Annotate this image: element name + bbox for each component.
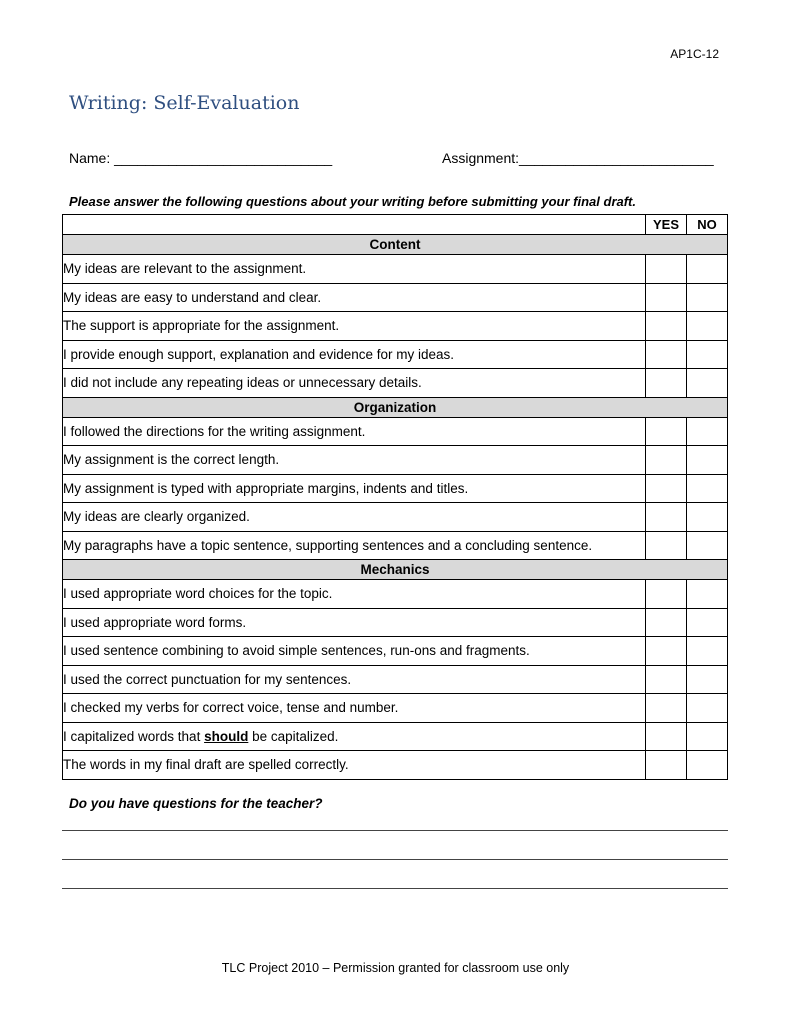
no-checkbox-cell[interactable] xyxy=(687,283,728,312)
no-checkbox-cell[interactable] xyxy=(687,312,728,341)
table-row xyxy=(63,722,728,751)
instructions: Please answer the following questions about your writing before submitting your final draft. xyxy=(69,194,636,209)
question-text: I used appropriate word forms. xyxy=(63,608,646,637)
table-row xyxy=(63,446,728,475)
question-text: My assignment is the correct length. xyxy=(63,446,646,475)
table-row xyxy=(63,340,728,369)
answer-line[interactable] xyxy=(62,830,728,831)
page-code: AP1C-12 xyxy=(670,47,719,61)
section-header-mechanics xyxy=(63,560,728,580)
question-text: My assignment is typed with appropriate margins, indents and titles. xyxy=(63,474,646,503)
no-checkbox-cell[interactable] xyxy=(687,340,728,369)
yes-checkbox-cell[interactable] xyxy=(646,312,687,341)
section-title: Content xyxy=(63,235,728,255)
question-text xyxy=(63,722,646,751)
section-header-content xyxy=(63,235,728,255)
no-checkbox-cell[interactable] xyxy=(687,722,728,751)
header-blank-cell xyxy=(63,215,646,235)
yes-checkbox-cell[interactable] xyxy=(646,694,687,723)
table-row xyxy=(63,255,728,284)
yes-checkbox-cell[interactable] xyxy=(646,608,687,637)
assignment-field[interactable]: Assignment:_________________________ xyxy=(442,150,714,166)
yes-checkbox-cell[interactable] xyxy=(646,503,687,532)
name-field[interactable]: Name: ____________________________ xyxy=(69,150,333,166)
no-checkbox-cell[interactable] xyxy=(687,694,728,723)
question-text: My ideas are clearly organized. xyxy=(63,503,646,532)
no-checkbox-cell[interactable] xyxy=(687,580,728,609)
yes-checkbox-cell[interactable] xyxy=(646,751,687,780)
section-title: Mechanics xyxy=(63,560,728,580)
question-text: I did not include any repeating ideas or unnecessary details. xyxy=(63,369,646,398)
page-footer: TLC Project 2010 – Permission granted for classroom use only xyxy=(221,961,570,975)
table-row xyxy=(63,694,728,723)
question-text-tail: be capitalized. xyxy=(248,728,339,744)
table-row xyxy=(63,637,728,666)
question-text: I provide enough support, explanation and evidence for my ideas. xyxy=(63,340,646,369)
question-text: I used sentence combining to avoid simple sentences, run-ons and fragments. xyxy=(63,637,646,666)
table-row xyxy=(63,369,728,398)
no-checkbox-cell[interactable] xyxy=(687,751,728,780)
no-checkbox-cell[interactable] xyxy=(687,665,728,694)
question-text: I followed the directions for the writing assignment. xyxy=(63,417,646,446)
question-text: I used appropriate word choices for the topic. xyxy=(63,580,646,609)
yes-checkbox-cell[interactable] xyxy=(646,531,687,560)
table-row xyxy=(63,665,728,694)
table-row xyxy=(63,283,728,312)
section-header-organization xyxy=(63,397,728,417)
question-text: My ideas are easy to understand and clear. xyxy=(63,283,646,312)
no-checkbox-cell[interactable] xyxy=(687,446,728,475)
table-row xyxy=(63,608,728,637)
yes-checkbox-cell[interactable] xyxy=(646,637,687,666)
table-row xyxy=(63,751,728,780)
self-evaluation-table xyxy=(62,214,728,780)
question-text: The support is appropriate for the assignment. xyxy=(63,312,646,341)
answer-line[interactable] xyxy=(62,888,728,889)
page-title: Writing: Self-Evaluation xyxy=(69,92,300,114)
teacher-question-prompt: Do you have questions for the teacher? xyxy=(69,796,323,811)
yes-checkbox-cell[interactable] xyxy=(646,417,687,446)
table-row xyxy=(63,474,728,503)
section-title: Organization xyxy=(63,397,728,417)
no-checkbox-cell[interactable] xyxy=(687,503,728,532)
question-text: I checked my verbs for correct voice, tense and number. xyxy=(63,694,646,723)
no-checkbox-cell[interactable] xyxy=(687,255,728,284)
yes-checkbox-cell[interactable] xyxy=(646,722,687,751)
yes-column-header: YES xyxy=(646,215,687,235)
emphasis-word: should xyxy=(204,728,249,744)
table-row xyxy=(63,417,728,446)
yes-checkbox-cell[interactable] xyxy=(646,665,687,694)
table-row xyxy=(63,312,728,341)
yes-checkbox-cell[interactable] xyxy=(646,369,687,398)
table-row xyxy=(63,503,728,532)
no-checkbox-cell[interactable] xyxy=(687,531,728,560)
no-checkbox-cell[interactable] xyxy=(687,637,728,666)
yes-checkbox-cell[interactable] xyxy=(646,283,687,312)
table-row xyxy=(63,531,728,560)
question-text: I used the correct punctuation for my sentences. xyxy=(63,665,646,694)
no-checkbox-cell[interactable] xyxy=(687,608,728,637)
no-column-header: NO xyxy=(687,215,728,235)
no-checkbox-cell[interactable] xyxy=(687,417,728,446)
yes-checkbox-cell[interactable] xyxy=(646,340,687,369)
yes-checkbox-cell[interactable] xyxy=(646,580,687,609)
no-checkbox-cell[interactable] xyxy=(687,369,728,398)
question-text: My paragraphs have a topic sentence, supporting sentences and a concluding sentence. xyxy=(63,531,646,560)
question-text: The words in my final draft are spelled correctly. xyxy=(63,751,646,780)
table-header-row xyxy=(63,215,728,235)
question-text: My ideas are relevant to the assignment. xyxy=(63,255,646,284)
question-text-lead: I capitalized words that xyxy=(63,728,205,744)
no-checkbox-cell[interactable] xyxy=(687,474,728,503)
yes-checkbox-cell[interactable] xyxy=(646,446,687,475)
yes-checkbox-cell[interactable] xyxy=(646,255,687,284)
yes-checkbox-cell[interactable] xyxy=(646,474,687,503)
table-row xyxy=(63,580,728,609)
answer-line[interactable] xyxy=(62,859,728,860)
